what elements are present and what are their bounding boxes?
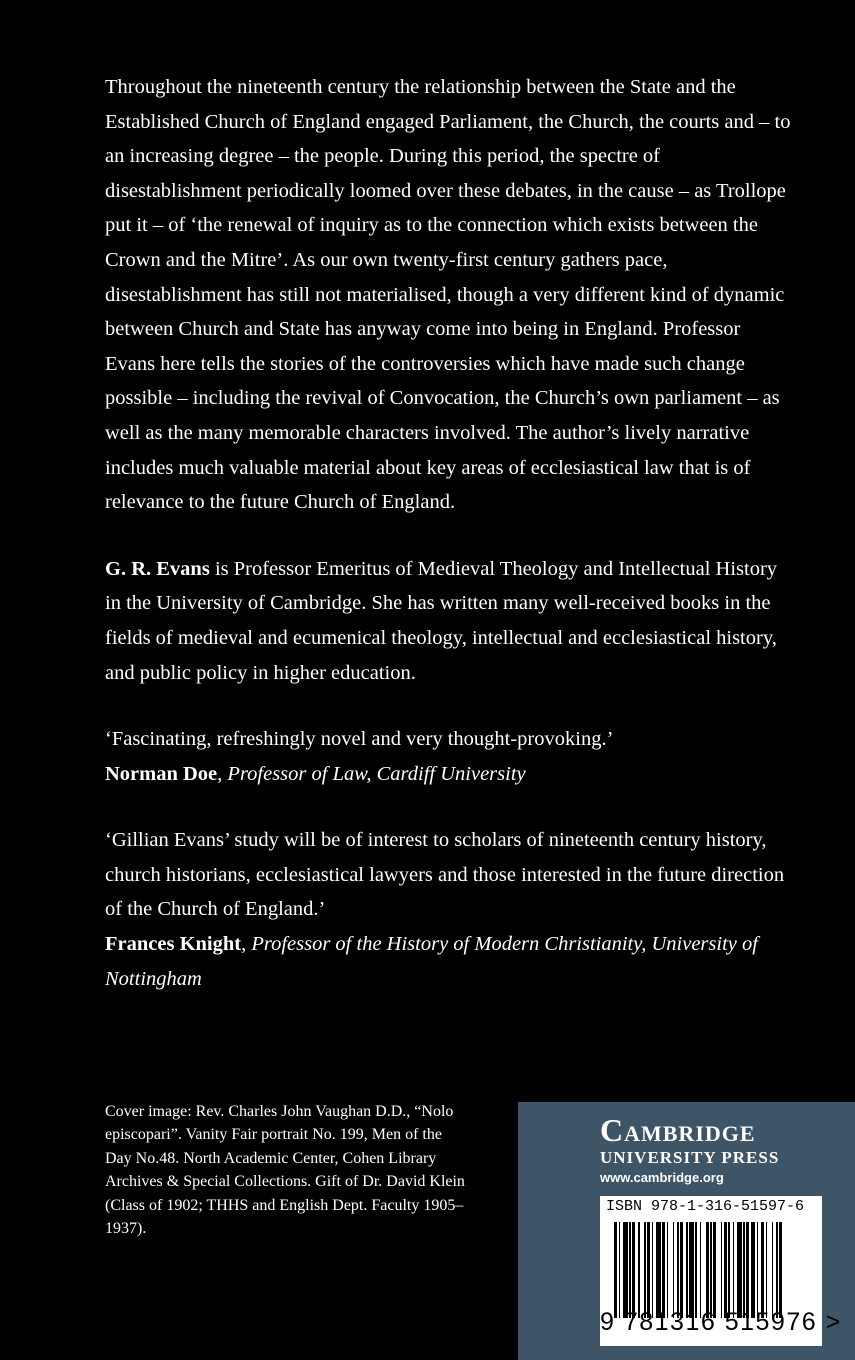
endorser-affiliation: Professor of Law, Cardiff University	[227, 762, 526, 785]
endorsement-quote: ‘Fascinating, refreshingly novel and very thought-provoking.’	[105, 728, 614, 751]
endorsement	[105, 823, 795, 996]
book-description: Throughout the nineteenth century the relationship between the State and the Established Church of England engaged Parliament, the Church, the courts and – to an increasing degree – the people. During this period, the spectre of disestablishment periodically loomed over these debates, in the cause – as Trollope put it – of ‘the renewal of inquiry as to the connection which exists between the Crown and the Mitre’. As our own twenty-first century gathers pace, disestablishment has still not materialised, though a very different kind of dynamic between Church and State has anyway come into being in England. Professor Evans here tells the stories of the controversies which have made such change possible – including the revival of Convocation, the Church’s own parliament – as well as the many memorable characters involved. The author’s lively narrative includes much valuable material about key areas of ecclesiastical law that is of relevance to the future Church of England.	[105, 76, 791, 514]
publisher-panel	[518, 1102, 855, 1360]
publisher-name: Cambridge	[600, 1112, 756, 1148]
author-name: G. R. Evans	[105, 557, 210, 580]
author-bio	[105, 552, 795, 690]
author-bio-text: is Professor Emeritus of Medieval Theology and Intellectual History in the University of Cambridge. She has written many well-received books in the fields of medieval and ecumenical theology, intellectual and ecclesiastical history, and public policy in higher education.	[105, 557, 778, 684]
isbn-label: ISBN 978-1-316-51597-6	[606, 1198, 805, 1215]
barcode-bar	[782, 1222, 784, 1318]
barcode-bars	[614, 1222, 814, 1318]
endorsement-attribution: Norman Doe, Professor of Law, Cardiff University	[105, 762, 526, 785]
publisher-url: www.cambridge.org	[600, 1170, 724, 1185]
endorsement-quote: ‘Gillian Evans’ study will be of interest to scholars of nineteenth century history, church historians, ecclesiastical lawyers and those interested in the future direction of the Church of England.’	[105, 829, 785, 921]
endorser-affiliation: Professor of the History of Modern Christianity, University of Nottingham	[105, 933, 758, 990]
back-cover-text	[105, 70, 795, 996]
publisher-subtitle: UNIVERSITY PRESS	[600, 1148, 780, 1167]
endorser-name: Norman Doe	[105, 762, 218, 785]
isbn-barcode	[600, 1196, 842, 1346]
endorsement-attribution: Frances Knight, Professor of the History of Modern Christianity, University of Nottingham	[105, 933, 758, 990]
cover-image-credit: Cover image: Rev. Charles John Vaughan D.D., “Nolo episcopari”. Vanity Fair portrait No. 199, Men of the Day No.48. North Academic Center, Cohen Library Archives & Special Collections. Gift of Dr. David Klein (Class of 1902; THHS and English Dept. Faculty 1905–1937).	[105, 1103, 465, 1238]
endorsement	[105, 722, 795, 791]
endorser-name: Frances Knight	[105, 933, 242, 956]
barcode-digits: 9 781316 515976 >	[600, 1308, 842, 1336]
